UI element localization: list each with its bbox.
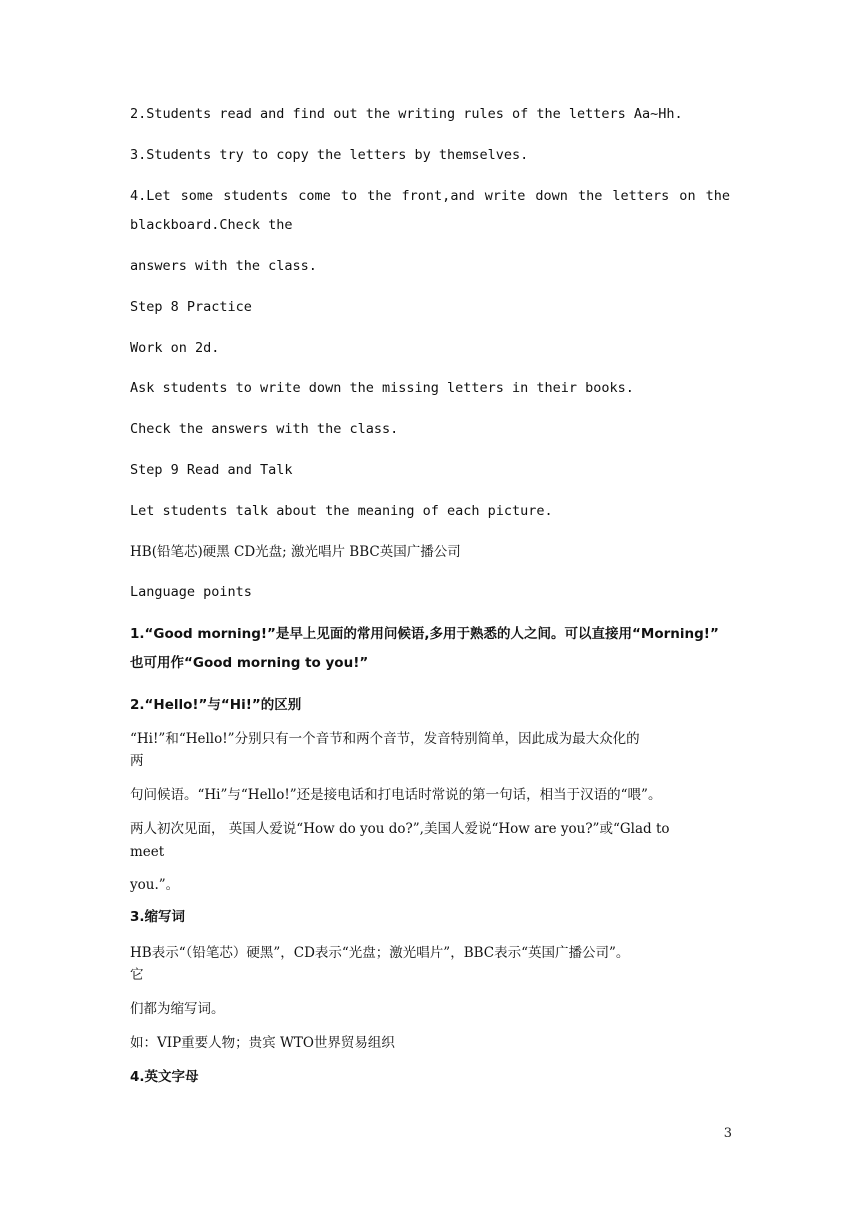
point-3-line-4: 如：VIP重要人物；贵宾 WTO世界贸易组织: [130, 1035, 395, 1051]
text-line-check: Check the answers with the class.: [130, 421, 399, 437]
text-line-blackboard: blackboard.Check the: [130, 217, 293, 233]
point-2-line-4: 两人初次见面， 英国人爱说“How do you do?”,美国人爱说“How are you?”或“Glad to: [130, 821, 670, 837]
text-line-meaning: Let students talk about the meaning of each picture.: [130, 503, 553, 519]
step-9-heading: Step 9 Read and Talk: [130, 462, 293, 478]
step-8-heading: Step 8 Practice: [130, 299, 252, 315]
point-2-line-6: you.”。: [130, 877, 180, 893]
point-1-line-2: 也可用作“Good morning to you!”: [130, 655, 369, 671]
text-line-copy: 3.Students try to copy the letters by themselves.: [130, 147, 529, 163]
text-line-answers: answers with the class.: [130, 258, 317, 274]
text-line-front: 4.Let some students come to the front,and write down the letters on the: [130, 188, 730, 204]
point-2-heading: 2.“Hello!”与“Hi!”的区别: [130, 697, 302, 713]
text-line-abbreviations: HB(铅笔芯)硬黑 CD光盘; 激光唱片 BBC英国广播公司: [130, 544, 461, 560]
point-3-line-2: 它: [130, 967, 144, 983]
language-points-heading: Language points: [130, 584, 252, 600]
point-1-line-1: 1.“Good morning!”是早上见面的常用问候语,多用于熟悉的人之间。可以直接用“Morning!”: [130, 626, 719, 642]
point-2-line-5: meet: [130, 844, 165, 860]
text-line-missing: Ask students to write down the missing letters in their books.: [130, 380, 634, 396]
point-3-heading: 3.缩写词: [130, 909, 186, 925]
text-line-work: Work on 2d.: [130, 340, 220, 356]
point-2-line-3: 句问候语。“Hi”与“Hello!”还是接电话和打电话时常说的第一句话，相当于汉语的“喂”。: [130, 787, 662, 803]
point-4-heading: 4.英文字母: [130, 1069, 199, 1085]
point-2-line-2: 两: [130, 753, 144, 769]
point-3-line-3: 们都为缩写词。: [130, 1001, 225, 1017]
text-line-rules: 2.Students read and find out the writing rules of the letters Aa~Hh.: [130, 106, 683, 122]
point-3-line-1: HB表示“（铅笔芯）硬黑”，CD表示“光盘；激光唱片”，BBC表示“英国广播公司”。: [130, 945, 630, 961]
point-2-line-1: “Hi!”和“Hello!”分别只有一个音节和两个音节，发音特别简单，因此成为最大众化的: [130, 731, 640, 747]
page-number: 3: [723, 1126, 732, 1141]
